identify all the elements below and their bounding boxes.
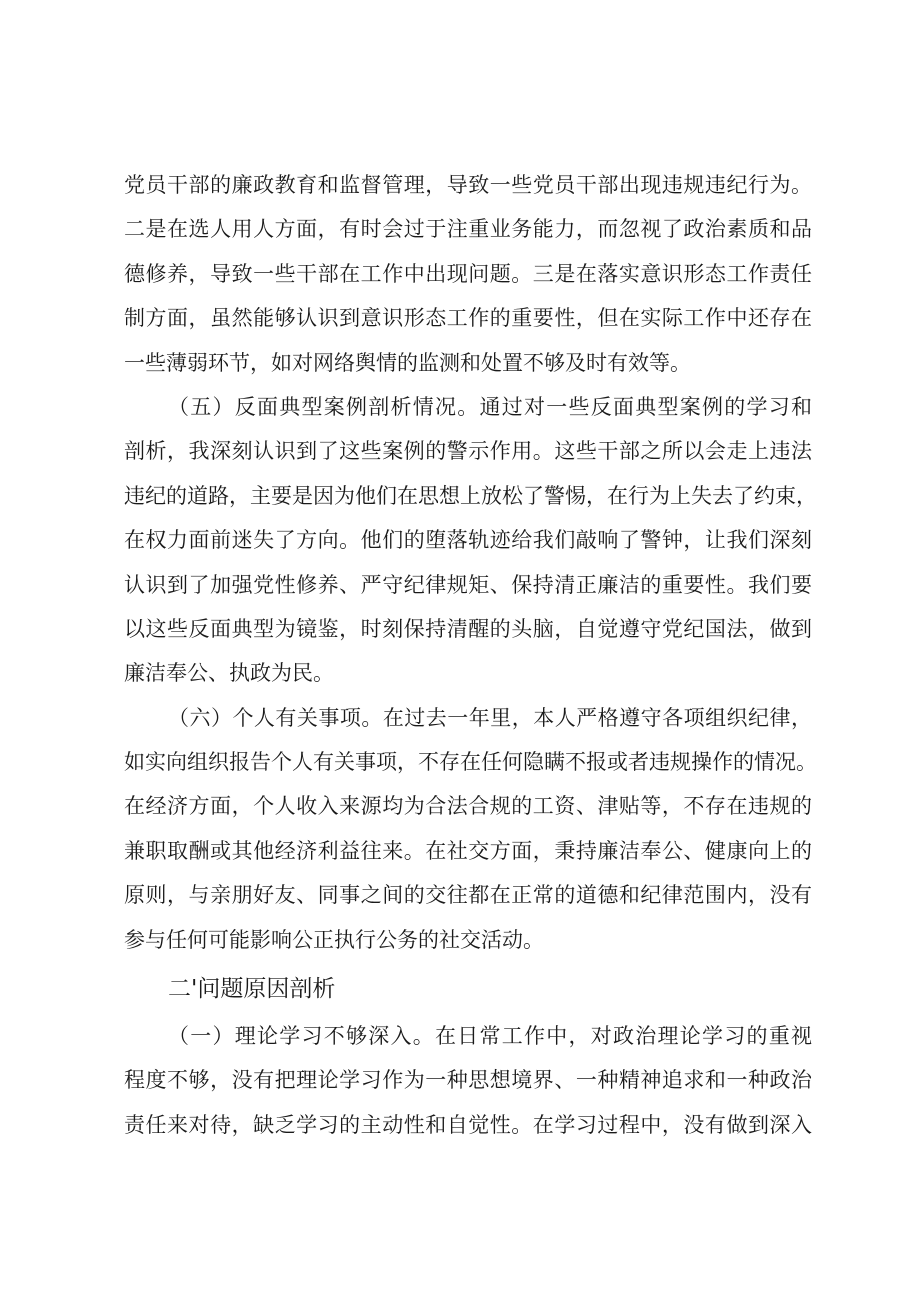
paragraph-section-five (124, 385, 817, 696)
text-line: 以这些反面典型为镜鉴，时刻保持清醒的头脑，自觉遵守党纪国法，做到 (124, 616, 812, 641)
text-line: 德修养，导致一些干部在工作中出现问题。三是在落实意识形态工作责任 (124, 261, 812, 286)
paragraph-theory-study (124, 1014, 812, 1147)
text-line: 认识到了加强党性修养、严守纪律规矩、保持清正廉洁的重要性。我们要 (124, 572, 812, 597)
text-line: （一）理论学习不够深入。在日常工作中，对政治理论学习的重视 (168, 1024, 812, 1049)
text-line: （五）反面典型案例剖析情况。通过对一些反面典型案例的学习和 (168, 394, 812, 419)
section-heading: 二'问题原因剖析 (168, 976, 336, 1003)
paragraph-continued (124, 163, 812, 385)
paragraph-section-six (124, 696, 817, 962)
document-page (124, 163, 817, 1147)
text-line: 剖析，我深刻认识到了这些案例的警示作用。这些干部之所以会走上违法 (124, 439, 812, 464)
text-line: 廉洁奉公、执政为民。 (124, 661, 334, 686)
text-line: 如实向组织报告个人有关事项，不存在任何隐瞒不报或者违规操作的情况。 (124, 750, 817, 775)
text-line: 责任来对待，缺乏学习的主动性和自觉性。在学习过程中，没有做到深入 (124, 1112, 812, 1137)
text-line: 党员干部的廉政教育和监督管理，导致一些党员干部出现违规违纪行为。 (124, 173, 812, 197)
text-line: 程度不够，没有把理论学习作为一种思想境界、一种精神追求和一种政治 (124, 1068, 812, 1093)
text-line: 制方面，虽然能够认识到意识形态工作的重要性，但在实际工作中还存在 (124, 306, 812, 331)
text-line: 在经济方面，个人收入来源均为合法合规的工资、津贴等，不存在违规的 (124, 794, 812, 819)
text-line: 违纪的道路，主要是因为他们在思想上放松了警惕，在行为上失去了约束， (124, 483, 817, 508)
text-line: 在权力面前迷失了方向。他们的堕落轨迹给我们敲响了警钟，让我们深刻 (124, 528, 812, 553)
text-line: 二是在选人用人方面，有时会过于注重业务能力，而忽视了政治素质和品 (124, 217, 812, 242)
text-line: 原则，与亲朋好友、同事之间的交往都在正常的道德和纪律范围内，没有 (124, 883, 812, 908)
text-line: 参与任何可能影响公正执行公务的社交活动。 (124, 927, 544, 952)
text-line: 一些薄弱环节，如对网络舆情的监测和处置不够及时有效等。 (124, 350, 691, 375)
text-line: 兼职取酬或其他经济利益往来。在社交方面，秉持廉洁奉公、健康向上的 (124, 838, 812, 863)
text-line: （六）个人有关事项。在过去一年里，本人严格遵守各项组织纪律， (168, 705, 812, 730)
